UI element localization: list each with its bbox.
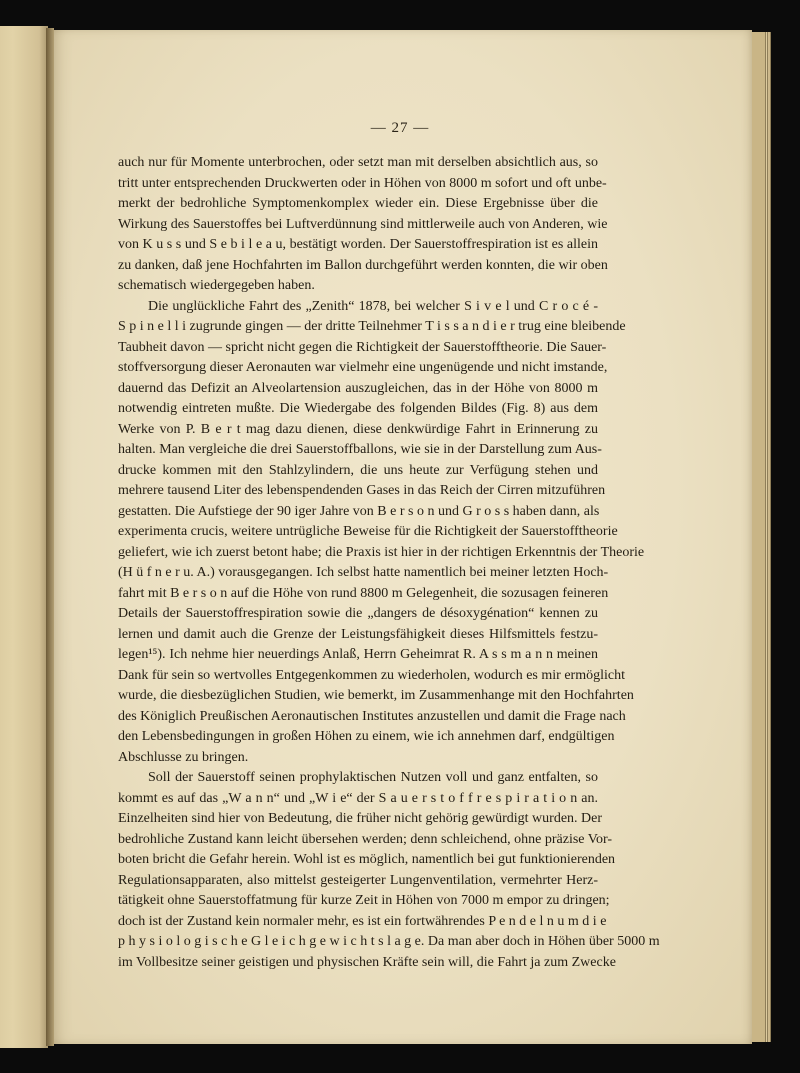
text-line: den Lebensbedingungen in großen Höhen zu einem, wie ich annehmen darf, endgültigen — [118, 729, 615, 744]
text-line: p h y s i o l o g i s c h e G l e i c h g e w i c h t s l a g e. Da man aber doch in Höhen über 5000 m — [118, 934, 660, 949]
text-line: Regulationsapparaten, also mittelst gesteigerter Lungenventilation, vermehrter Herz- — [118, 872, 598, 888]
text-line: merkt der bedrohliche Symptomenkomplex wieder ein. Diese Ergebnisse über die — [118, 196, 598, 211]
text-line: fahrt mit B e r s o n auf die Höhe von rund 8800 m Gelegenheit, die sozusagen feineren — [118, 585, 609, 601]
text-line: Taubheit davon — spricht nicht gegen die Richtigkeit der Sauerstofftheorie. Die Sauer- — [118, 339, 607, 355]
text-line: tätigkeit ohne Sauerstoffatmung für kurze Zeit in Höhen von 7000 m empor zu dringen; — [118, 893, 610, 908]
text-line: (H ü f n e r u. A.) vorausgegangen. Ich selbst hatte namentlich bei meiner letzten Hoch- — [118, 565, 609, 580]
text-line: geliefert, wie ich zuerst betont habe; die Praxis ist hier in der richtigen Erkenntnis der Theorie — [118, 544, 645, 560]
text-line: wurde, die diesbezüglichen Studien, wie bemerkt, im Zusammenhange mit den Hochfahrten — [118, 688, 634, 703]
text-line: dauernd das Defizit an Alveolartension auszugleichen, das in der Höhe von 8000 m — [118, 380, 598, 396]
text-line: S p i n e l l i zugrunde gingen — der dritte Teilnehmer T i s s a n d i e r trug eine bleibende — [118, 319, 626, 334]
text-line: gestatten. Die Aufstiege der 90 iger Jahre von B e r s o n und G r o s s haben dann, als — [118, 503, 600, 519]
body-text — [118, 153, 660, 973]
text-line: Abschlusse zu bringen. — [118, 749, 249, 765]
text-line: Wirkung des Sauerstoffes bei Luftverdünnung sind mittlerweile auch von Anderen, wie — [118, 216, 608, 232]
text-line: stoffversorgung dieser Aeronauten war vielmehr eine ungenügende und nicht imstande, — [118, 360, 608, 375]
text-line: boten bricht die Gefahr herein. Wohl ist es möglich, namentlich bei gut funktionierenden — [118, 852, 616, 867]
text-line: doch ist der Zustand kein normaler mehr, es ist ein fortwährendes P e n d e l n u m d i e — [118, 913, 607, 929]
text-line: Dank für sein so wertvolles Entgegenkommen zu wiederholen, wodurch es mir ermöglicht — [118, 667, 625, 683]
text-line: zu danken, daß jene Hochfahrten im Ballon durchgeführt werden konnten, die wir oben — [118, 257, 608, 273]
text-line: notwendig eintreten mußte. Die Wiedergabe des folgenden Bildes (Fig. 8) aus dem — [118, 401, 598, 416]
text-line: lernen und damit auch die Grenze der Leistungsfähigkeit dieses Hilfsmittels festzu- — [118, 626, 598, 642]
text-line: legen¹⁵). Ich nehme hier neuerdings Anlaß, Herrn Geheimrat R. A s s m a n n meinen — [118, 647, 598, 662]
paragraph-start: Die unglückliche Fahrt des „Zenith“ 1878, bei welcher S i v e l und C r o c é - — [148, 298, 598, 314]
text-line: Werke von P. B e r t mag dazu dienen, diese denkwürdige Fahrt in Erinnerung zu — [118, 421, 598, 437]
text-line: drucke kommen mit den Stahlzylindern, die uns heute zur Verfügung stehen und — [118, 462, 598, 478]
text-line: experimenta crucis, weitere untrügliche Beweise für die Richtigkeit der Sauerstofftheorie — [118, 524, 618, 539]
text-line: tritt unter entsprechenden Druckwerten oder in Höhen von 8000 m sofort und oft unbe- — [118, 175, 607, 191]
book-gutter — [46, 28, 54, 1046]
text-line: mehrere tausend Liter des lebenspendenden Gases in das Reich der Cirren mitzuführen — [118, 483, 606, 498]
text-line: des Königlich Preußischen Aeronautischen Institutes anzustellen und damit die Frage nach — [118, 708, 626, 724]
text-line: auch nur für Momente unterbrochen, oder setzt man mit derselben absichtlich aus, so — [118, 155, 598, 170]
text-line: schematisch wiedergegeben haben. — [118, 278, 315, 293]
left-page-edge — [0, 26, 48, 1048]
text-line: halten. Man vergleiche die drei Sauerstoffballons, wie sie in der Darstellung zum Aus- — [118, 442, 602, 457]
text-line: im Vollbesitze seiner geistigen und physischen Kräfte sein will, die Fahrt ja zum Zwecke — [118, 954, 616, 970]
page-stack-edge — [750, 32, 766, 1042]
text-line: Einzelheiten sind hier von Bedeutung, die früher nicht gehörig gewürdigt wurden. Der — [118, 811, 603, 826]
page-number: — 27 — — [370, 120, 430, 136]
text-line: bedrohliche Zustand kann leicht übersehen werden; denn schleichend, ohne präzise Vor- — [118, 831, 613, 847]
text-line: Details der Sauerstoffrespiration sowie die „dangers de désoxygénation“ kennen zu — [118, 606, 598, 621]
text-line: kommt es auf das „W a n n“ und „W i e“ der S a u e r s t o f f r e s p i r a t i o n an. — [118, 790, 598, 806]
text-line: von K u s s und S e b i l e a u, bestätigt worden. Der Sauerstoffrespiration ist es allein — [118, 237, 598, 252]
paragraph-start: Soll der Sauerstoff seinen prophylaktischen Nutzen voll und ganz entfalten, so — [148, 770, 598, 785]
